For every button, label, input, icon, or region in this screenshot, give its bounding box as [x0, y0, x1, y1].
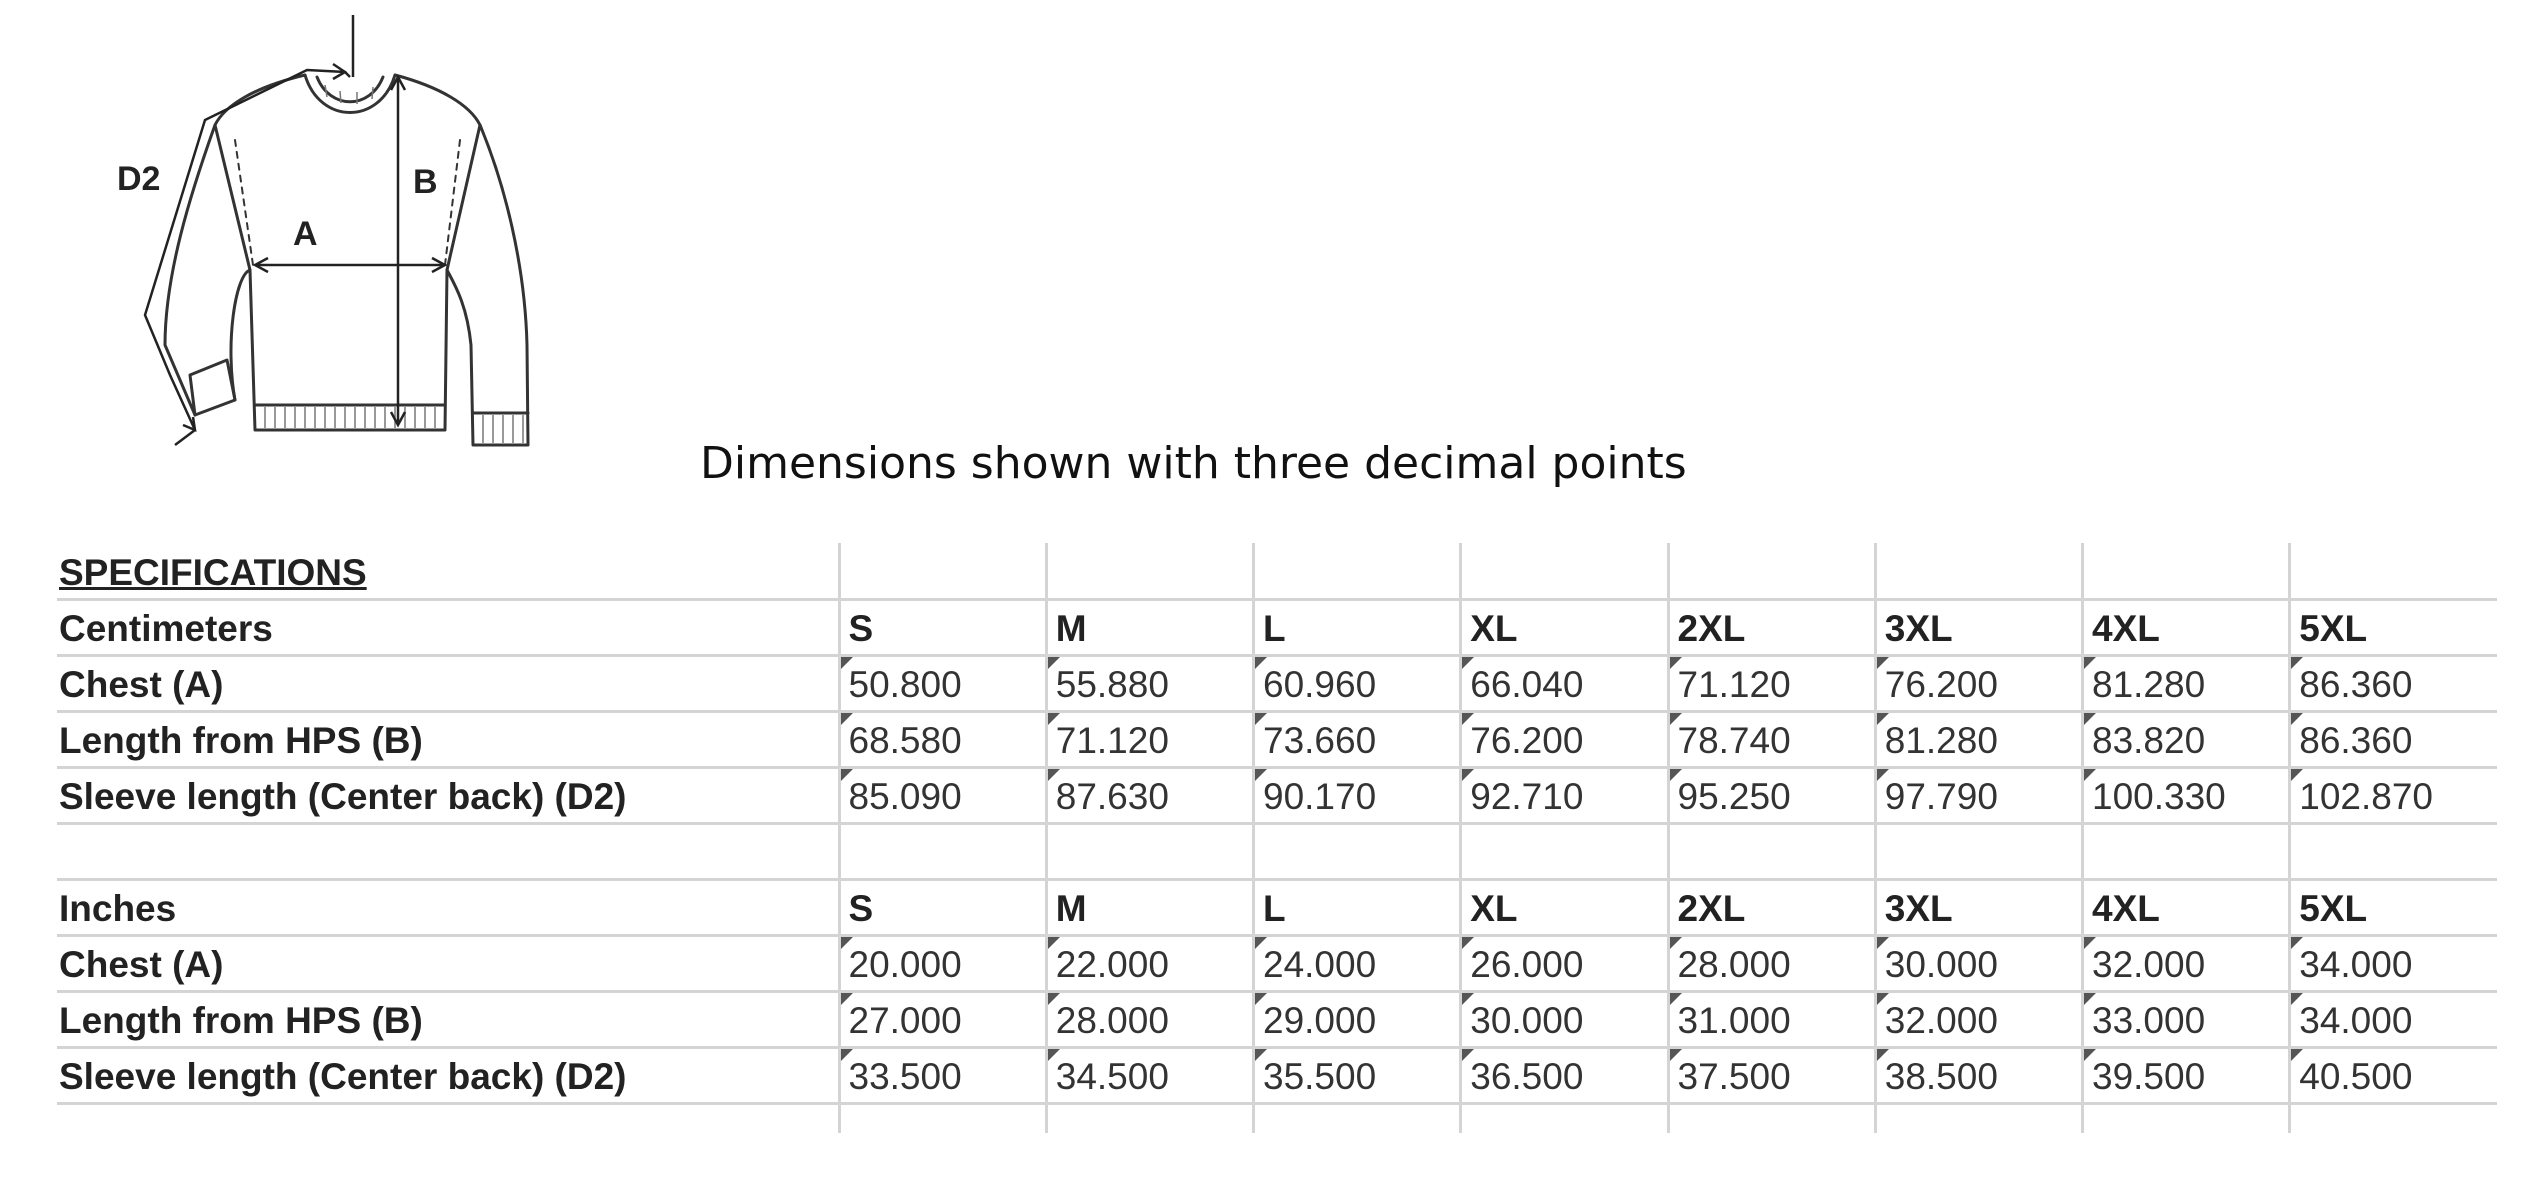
- measurement-value: 71.120: [1668, 655, 1875, 711]
- size-header-2xl: 2XL: [1668, 879, 1875, 935]
- measurement-value: 30.000: [1875, 935, 2082, 991]
- measurement-value: 20.000: [839, 935, 1046, 991]
- centimeters-data-row: [57, 655, 2497, 711]
- empty-cell: [1875, 823, 2082, 879]
- measurement-value: 37.500: [1668, 1047, 1875, 1103]
- empty-cell: [1254, 1103, 1461, 1133]
- measurement-value: 33.000: [2083, 991, 2290, 1047]
- inches-data-row: [57, 991, 2497, 1047]
- size-header-5xl: 5XL: [2290, 599, 2497, 655]
- specifications-title: SPECIFICATIONS: [57, 543, 839, 599]
- centimeters-header-row: [57, 599, 2497, 655]
- measurement-value: 34.000: [2290, 991, 2497, 1047]
- inches-header-row: [57, 879, 2497, 935]
- empty-label-cell: [57, 823, 839, 879]
- label-a: A: [293, 215, 318, 253]
- empty-cell: [1254, 543, 1461, 599]
- measurement-value: 95.250: [1668, 767, 1875, 823]
- measurement-value: 81.280: [1875, 711, 2082, 767]
- measurement-value: 90.170: [1254, 767, 1461, 823]
- empty-cell: [1875, 543, 2082, 599]
- empty-cell: [839, 543, 1046, 599]
- measurement-value: 29.000: [1254, 991, 1461, 1047]
- measurement-value: 38.500: [1875, 1047, 2082, 1103]
- measurement-value: 71.120: [1046, 711, 1253, 767]
- measurement-label: Length from HPS (B): [57, 711, 839, 767]
- empty-cell: [2083, 1103, 2290, 1133]
- empty-cell: [1046, 1103, 1253, 1133]
- empty-cell: [1668, 823, 1875, 879]
- measurement-value: 27.000: [839, 991, 1046, 1047]
- decimal-caption: Dimensions shown with three decimal points: [700, 438, 1687, 489]
- measurement-value: 73.660: [1254, 711, 1461, 767]
- measurement-value: 35.500: [1254, 1047, 1461, 1103]
- size-header-xl: XL: [1461, 599, 1668, 655]
- measurement-value: 86.360: [2290, 655, 2497, 711]
- measurement-value: 40.500: [2290, 1047, 2497, 1103]
- measurement-value: 87.630: [1046, 767, 1253, 823]
- measurement-label: Chest (A): [57, 655, 839, 711]
- measurement-value: 97.790: [1875, 767, 2082, 823]
- sweatshirt-measurement-diagram: [95, 15, 555, 460]
- empty-cell: [1254, 823, 1461, 879]
- measurement-value: 92.710: [1461, 767, 1668, 823]
- measurement-value: 100.330: [2083, 767, 2290, 823]
- empty-cell: [839, 823, 1046, 879]
- measurement-value: 60.960: [1254, 655, 1461, 711]
- empty-cell: [1046, 823, 1253, 879]
- measurement-value: 86.360: [2290, 711, 2497, 767]
- size-header-s: S: [839, 879, 1046, 935]
- empty-row: [57, 1103, 2497, 1133]
- empty-label-cell: [57, 1103, 839, 1133]
- size-header-4xl: 4XL: [2083, 599, 2290, 655]
- measurement-label: Chest (A): [57, 935, 839, 991]
- label-b: B: [413, 163, 438, 201]
- empty-cell: [1461, 1103, 1668, 1133]
- empty-row: [57, 823, 2497, 879]
- size-header-3xl: 3XL: [1875, 879, 2082, 935]
- measurement-value: 28.000: [1668, 935, 1875, 991]
- empty-cell: [1461, 543, 1668, 599]
- size-header-4xl: 4XL: [2083, 879, 2290, 935]
- measurement-value: 22.000: [1046, 935, 1253, 991]
- measurement-value: 33.500: [839, 1047, 1046, 1103]
- size-header-xl: XL: [1461, 879, 1668, 935]
- measurement-value: 34.000: [2290, 935, 2497, 991]
- measurement-value: 31.000: [1668, 991, 1875, 1047]
- empty-cell: [1668, 543, 1875, 599]
- empty-cell: [1875, 1103, 2082, 1133]
- measurement-value: 68.580: [839, 711, 1046, 767]
- empty-cell: [2290, 823, 2497, 879]
- measurement-label: Length from HPS (B): [57, 991, 839, 1047]
- measurement-value: 55.880: [1046, 655, 1253, 711]
- measurement-value: 76.200: [1461, 711, 1668, 767]
- empty-cell: [2083, 823, 2290, 879]
- measurement-value: 24.000: [1254, 935, 1461, 991]
- empty-cell: [1046, 543, 1253, 599]
- size-header-m: M: [1046, 879, 1253, 935]
- measurement-value: 50.800: [839, 655, 1046, 711]
- measurement-value: 85.090: [839, 767, 1046, 823]
- measurement-value: 34.500: [1046, 1047, 1253, 1103]
- size-header-5xl: 5XL: [2290, 879, 2497, 935]
- size-header-2xl: 2XL: [1668, 599, 1875, 655]
- measurement-label: Sleeve length (Center back) (D2): [57, 767, 839, 823]
- empty-cell: [1461, 823, 1668, 879]
- size-header-m: M: [1046, 599, 1253, 655]
- inches-data-row: [57, 1047, 2497, 1103]
- measurement-value: 76.200: [1875, 655, 2082, 711]
- empty-cell: [839, 1103, 1046, 1133]
- measurement-value: 102.870: [2290, 767, 2497, 823]
- inches-unit-label: Inches: [57, 879, 839, 935]
- size-header-3xl: 3XL: [1875, 599, 2082, 655]
- empty-cell: [2290, 1103, 2497, 1133]
- centimeters-data-row: [57, 767, 2497, 823]
- measurement-value: 66.040: [1461, 655, 1668, 711]
- empty-cell: [2290, 543, 2497, 599]
- title-row: [57, 543, 2497, 599]
- measurement-value: 83.820: [2083, 711, 2290, 767]
- measurement-value: 81.280: [2083, 655, 2290, 711]
- centimeters-data-row: [57, 711, 2497, 767]
- specifications-table: [57, 543, 2477, 1133]
- inches-data-row: [57, 935, 2497, 991]
- measurement-value: 30.000: [1461, 991, 1668, 1047]
- measurement-value: 28.000: [1046, 991, 1253, 1047]
- centimeters-unit-label: Centimeters: [57, 599, 839, 655]
- measurement-value: 78.740: [1668, 711, 1875, 767]
- size-header-s: S: [839, 599, 1046, 655]
- measurement-value: 32.000: [2083, 935, 2290, 991]
- size-header-l: L: [1254, 599, 1461, 655]
- empty-cell: [2083, 543, 2290, 599]
- measurement-value: 32.000: [1875, 991, 2082, 1047]
- size-header-l: L: [1254, 879, 1461, 935]
- label-d2: D2: [117, 160, 161, 198]
- measurement-value: 26.000: [1461, 935, 1668, 991]
- measurement-label: Sleeve length (Center back) (D2): [57, 1047, 839, 1103]
- measurement-value: 39.500: [2083, 1047, 2290, 1103]
- empty-cell: [1668, 1103, 1875, 1133]
- measurement-value: 36.500: [1461, 1047, 1668, 1103]
- sweatshirt-illustration: [95, 15, 555, 460]
